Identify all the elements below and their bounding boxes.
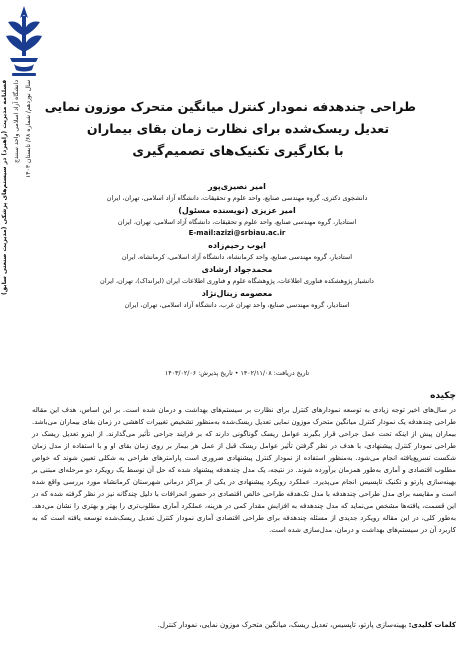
author-name: امیر عزیزی (نویسنده مسئول) — [178, 206, 296, 215]
author-name: محمدجواد ارشادی — [201, 265, 273, 274]
author-name: امیر نصیری‌پور — [208, 182, 266, 191]
author-entry — [40, 287, 434, 311]
keywords-line — [32, 620, 456, 629]
author-entry — [40, 263, 434, 287]
journal-sidebar — [0, 80, 52, 296]
author-affiliation: استادیار، گروه مهندسی صنایع، واحد تهران غرب، دانشگاه آزاد اسلامی، تهران، ایران — [124, 301, 350, 309]
keywords-label: کلمات کلیدی: — [408, 620, 456, 629]
author-affiliation: استادیار، گروه مهندسی صنایع، واحد علوم و تحقیقات، دانشگاه آزاد اسلامی، تهران، ایران — [117, 218, 357, 226]
author-entry — [40, 204, 434, 239]
paper-title — [44, 96, 416, 162]
author-affiliation: دانشجوی دکتری، گروه مهندسی صنایع، واحد علوم و تحقیقات، دانشگاه آزاد اسلامی، تهران، ایران — [106, 194, 368, 202]
university-name: دانشگاه آزاد اسلامی واحد سنندج — [13, 80, 20, 164]
title-line-2: تعدیل ریسک‌شده برای نظارت زمان بقای بیماران — [86, 121, 390, 136]
author-affiliation: استادیار، گروه مهندسی صنایع، واحد کرمانشاه، دانشگاه آزاد اسلامی، کرمانشاه، ایران — [121, 253, 353, 261]
author-list — [40, 180, 434, 311]
author-entry — [40, 239, 434, 263]
title-line-1: طراحی چندهدفه نمودار کنترل میانگین متحرک موزون نمایی — [44, 99, 416, 114]
author-email[interactable]: E-mail:azizi@srbiau.ac.ir — [188, 229, 286, 237]
journal-issue: سال نوزدهم/ شماره ۶۸/ تابستان ۱۴۰۳ — [25, 80, 32, 179]
abstract-section — [32, 388, 456, 536]
title-line-3: با بکارگیری تکنیک‌های تصمیم‌گیری — [132, 143, 344, 158]
abstract-heading: چکیده — [430, 391, 456, 401]
author-entry — [40, 180, 434, 204]
university-emblem-icon — [2, 2, 46, 80]
keywords-text: بهینه‌سازی پارتو، تاپسیس، تعدیل ریسک، میانگین متحرک موزون نمایی، نمودار کنترل. — [157, 620, 407, 629]
received-accepted-dates: تاریخ دریافت: ۱۴۰۲/۱۱/۰۸ • تاریخ پذیرش: ۱۴۰۳/۰۲/۰۶ — [164, 370, 310, 377]
journal-title: فصلنامه مدیریت (راهبرد) در سیستم‌های پزشکی (مدیریت صنعتی سابق) — [1, 80, 8, 296]
author-name: معصومه زینال‌نژاد — [201, 289, 273, 298]
author-name: ایوب رحیم‌زاده — [208, 241, 266, 250]
author-affiliation: دانشیار پژوهشکده فناوری اطلاعات، پژوهشگاه علوم و فناوری اطلاعات ایران (ایرانداک)، تهران، ایران — [100, 277, 374, 285]
university-logo — [2, 2, 46, 80]
abstract-body: در سال‌های اخیر توجه زیادی به توسعه نمودارهای کنترل برای نظارت بر سیستم‌های بهداشت و درمان شده است. بر این اساس، هدف این مقاله طراحی چندهدفه یک نمودار کنترل میانگین متحرک موزون نمایی تعدیل ریسک‌شده به‌منظور تشخیص تغییرات کاهشی در زمان بقای بیماران می‌باشد. بیماران پیش از اینکه تحت عمل جراحی قرار بگیرند عوامل ریسک گوناگونی دارند که بر فرایند جراحی تأثیر می‌گذارند. از اینرو تعدیل ریسک در طراحی نمودار کنترل پیشنهادی، با هدف در نظر گرفتن تأثیر عوامل ریسک قبل از عمل هر بیمار بر روی زمان بقای او و با استفاده از مدل زمان شکست تسریع‌یافته انجام می‌شود. به‌منظور استفاده از نمودار کنترل پیشنهادی ضروری است پارامترهای طراحی به شکلی تعیین شوند که خواص مطلوب اقتصادی و آماری به‌طور همزمان برآورده شوند. در نتیجه، یک مدل چندهدفه پیشنهاد شده که حل آن توسط یک رویکرد دو مرحله‌ای مبتنی بر بهینه‌سازی پارتو و تکنیک تاپسیس انجام می‌پذیرد. عملکرد رویکرد پیشنهادی در یکی از مراکز درمانی شهرستان کرمانشاه مورد بررسی واقع شده است و مقایسه برای مدل طراحی چندهدفه با مدل تک‌هدفه طراحی خالص اقتصادی در حضور انحرافات با دلیل چندگانه نیز در نظر گرفته شده که در این قسمت، یافته‌ها مشخص می‌نماید که مدل چندهدفه به افزایش مقدار کمی در هزینه، عملکرد آماری مطلوب‌تری را بهتر و بهتری را نشان می‌دهد. به‌طور کلی، در این مقاله رویکرد جدیدی از مسئله چندهدفه برای طراحی اقتصادی آماری نمودار کنترل تعدیل ریسک‌شده توسعه یافته است که به کاربرد آن در سیستم‌های بهداشت و درمان، مدل‌سازی شده است. — [32, 406, 456, 534]
